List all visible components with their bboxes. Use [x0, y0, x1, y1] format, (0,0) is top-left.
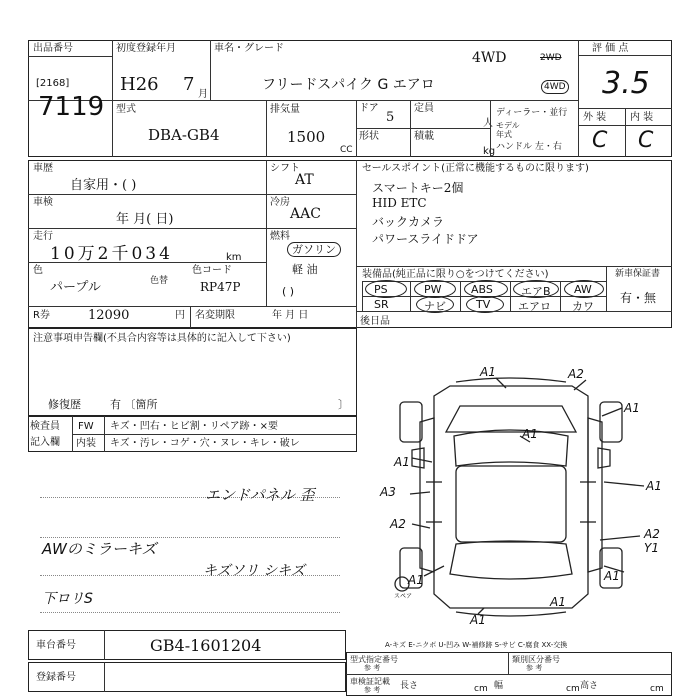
equip-circle-airbag: [513, 280, 559, 298]
int-items: キズ・汚レ・コゲ・穴・ヌレ・キレ・破レ: [110, 438, 300, 449]
equip-airbag: エアB: [521, 285, 551, 298]
int-label: 内装: [76, 438, 96, 449]
lot-number: 7119: [38, 92, 105, 122]
exterior-label: 外 装: [583, 112, 607, 123]
cc-unit: CC: [340, 145, 353, 155]
equip-ps: PS: [374, 283, 388, 296]
inspection-value: 年 月( 日): [116, 212, 174, 227]
yen-unit: 円: [175, 310, 185, 321]
mileage-value: 10万2千034: [50, 244, 173, 264]
mark-a1-bottom: A1: [470, 613, 486, 627]
equip-aw: AW: [574, 283, 592, 296]
hand-note-4: 下ロリS: [42, 591, 93, 607]
mark-a1-roof: A1: [522, 427, 538, 441]
equip-abs: ABS: [471, 283, 493, 296]
mark-a1-right-mid: A1: [646, 479, 662, 493]
car-name: フリードスパイク G エアロ: [262, 77, 435, 93]
interior-grade: C: [638, 128, 654, 153]
mark-a2-top: A2: [568, 367, 584, 381]
type-label: 型式: [116, 104, 136, 115]
parts-label: 後日品: [360, 316, 390, 327]
lot-label: 出品番号: [33, 43, 73, 54]
name-change-label: 名変期限: [195, 310, 235, 321]
guarantee-label: 新車保証書: [615, 269, 661, 279]
fw-items: キズ・凹右・ヒビ割・リペア跡・×要: [110, 421, 278, 432]
chassis-label: 車台番号: [36, 640, 76, 651]
mark-a1-left: A1: [394, 455, 410, 469]
selling-point-2: HID ETC: [372, 196, 427, 210]
fuel-other: ( ): [282, 285, 295, 298]
car-diagram: [360, 362, 672, 630]
shift-label: シフト: [270, 163, 300, 174]
repair-value: 有 〔箇所: [110, 398, 158, 411]
hand-note-1: エンドパネル 歪: [205, 486, 315, 504]
lot-code: [2168]: [36, 78, 70, 89]
equip-navi: ナビ: [424, 300, 446, 313]
type-spec-ref: 参 考: [364, 664, 381, 672]
interior-label: 内 装: [630, 112, 654, 123]
equip-circle-aw: [564, 280, 604, 298]
inspect-label: 検査員: [30, 421, 60, 432]
category-ref: 参 考: [526, 664, 543, 672]
height-unit: cm: [650, 684, 664, 694]
selling-point-4: パワースライドドア: [372, 232, 479, 246]
mark-a1-top: A1: [480, 365, 496, 379]
history-label: 車歴: [33, 163, 53, 174]
spare-label: スペア: [394, 593, 413, 600]
length-unit: cm: [474, 684, 488, 694]
mark-a1-rear-right: A1: [604, 569, 620, 583]
inspection-label: 車検: [33, 197, 53, 208]
name-change-value: 年 月 日: [272, 310, 309, 321]
color-label: 色: [33, 265, 43, 276]
shape-label: 形状: [359, 131, 379, 142]
damage-legend: A-キズ E-ニクボ U-凹み W-補修跡 S-サビ C-腐食 XX-交換: [385, 641, 568, 649]
hand-note-3: キズソリ シキズ: [203, 563, 305, 579]
color-value: パープル: [50, 280, 101, 295]
selling-points-title: セールスポイント(正常に機能するものに限ります): [362, 163, 589, 174]
ac-label: 冷房: [270, 197, 290, 208]
mark-a1-rear-left: A1: [408, 573, 424, 587]
equip-circle-ps: [365, 280, 407, 298]
door-count: 5: [386, 110, 395, 125]
recycle-value: 12090: [88, 308, 130, 323]
capacity-label: 定員: [414, 103, 434, 114]
overall-grade: 3.5: [602, 66, 650, 101]
reg-label: 初度登録年月: [116, 43, 176, 54]
height-label: 高さ: [580, 681, 599, 691]
history-value: 自家用・( ): [70, 178, 137, 193]
cert-label: 車検証記載: [350, 677, 390, 686]
person-unit: 人: [483, 118, 493, 129]
equip-leather: カワ: [572, 300, 594, 313]
shift-value: AT: [295, 172, 314, 188]
hand-note-2: AWのミラーキズ: [42, 540, 157, 558]
inspect-label-2: 記入欄: [30, 437, 60, 448]
width-unit: cm: [566, 684, 580, 694]
car-label: 車名・グレード: [214, 43, 284, 54]
drive-alt-4wd: 4WD: [541, 80, 569, 94]
door-label: ドア: [359, 103, 379, 114]
load-label: 積載: [414, 131, 434, 142]
selling-point-3: バックカメラ: [372, 215, 445, 229]
reg-month: 7: [183, 74, 195, 95]
mark-a2-left: A2: [390, 517, 406, 531]
model-year-label: モデル: [496, 121, 520, 130]
color-change-label: 色替: [150, 276, 169, 286]
exterior-grade: C: [592, 128, 608, 153]
displacement: 1500: [287, 128, 326, 146]
dealer-label: ディーラー・並行: [496, 108, 568, 118]
mark-a3-left: A3: [380, 485, 396, 499]
grade-label: 評 価 点: [592, 43, 629, 54]
repair-label: 修復歴: [48, 398, 81, 411]
equip-aero: エアロ: [518, 300, 551, 313]
model-code: DBA-GB4: [148, 126, 220, 144]
year-label: 年式: [496, 130, 512, 139]
guarantee-value: 有・無: [620, 291, 657, 305]
color-code: RP47P: [200, 280, 241, 294]
ac-value: AAC: [290, 206, 321, 222]
reg-month-unit: 月: [198, 89, 208, 100]
mark-a1-bottom-right: A1: [550, 595, 566, 609]
kg-unit: kg: [483, 146, 496, 157]
notes-title: 注意事項申告欄(不具合内容等は具体的に記入して下さい): [33, 333, 291, 344]
selling-point-1: スマートキー2個: [372, 181, 464, 195]
color-code-label: 色コード: [192, 265, 232, 276]
mark-a2-right-lower: A2: [644, 527, 660, 541]
recycle-label: R券: [33, 310, 50, 321]
equip-sr: SR: [374, 298, 389, 311]
reg-era: H26: [120, 74, 159, 95]
repair-close: 〕: [338, 398, 349, 411]
type-spec-label: 型式指定番号: [350, 655, 398, 664]
mark-a1-right-upper: A1: [624, 401, 640, 415]
mileage-label: 走行: [33, 231, 53, 242]
equip-tv: TV: [476, 298, 491, 311]
handle-label: ハンドル 左・右: [496, 142, 562, 152]
top-frame: [28, 40, 672, 157]
fuel-gas: ガソリン: [287, 242, 341, 257]
chassis-value: GB4-1601204: [150, 636, 262, 655]
equipment-title: 装備品(純正品に限り○をつけてください): [362, 269, 549, 280]
drive-type: 4WD: [472, 50, 507, 66]
width-label: 幅: [494, 681, 504, 691]
reg-no-label: 登録番号: [36, 672, 76, 683]
mark-y1-right: Y1: [644, 541, 659, 555]
drive-alt-2wd: 2WD: [540, 53, 562, 63]
equip-pw: PW: [424, 283, 442, 296]
cert-ref: 参 考: [364, 686, 381, 694]
km-unit: km: [226, 252, 242, 263]
fuel-light: 軽 油: [292, 263, 318, 276]
fw-label: FW: [78, 421, 94, 432]
length-label: 長さ: [400, 681, 419, 691]
category-label: 類別区分番号: [512, 655, 560, 664]
displacement-label: 排気量: [270, 104, 300, 115]
fuel-label: 燃料: [270, 231, 290, 242]
